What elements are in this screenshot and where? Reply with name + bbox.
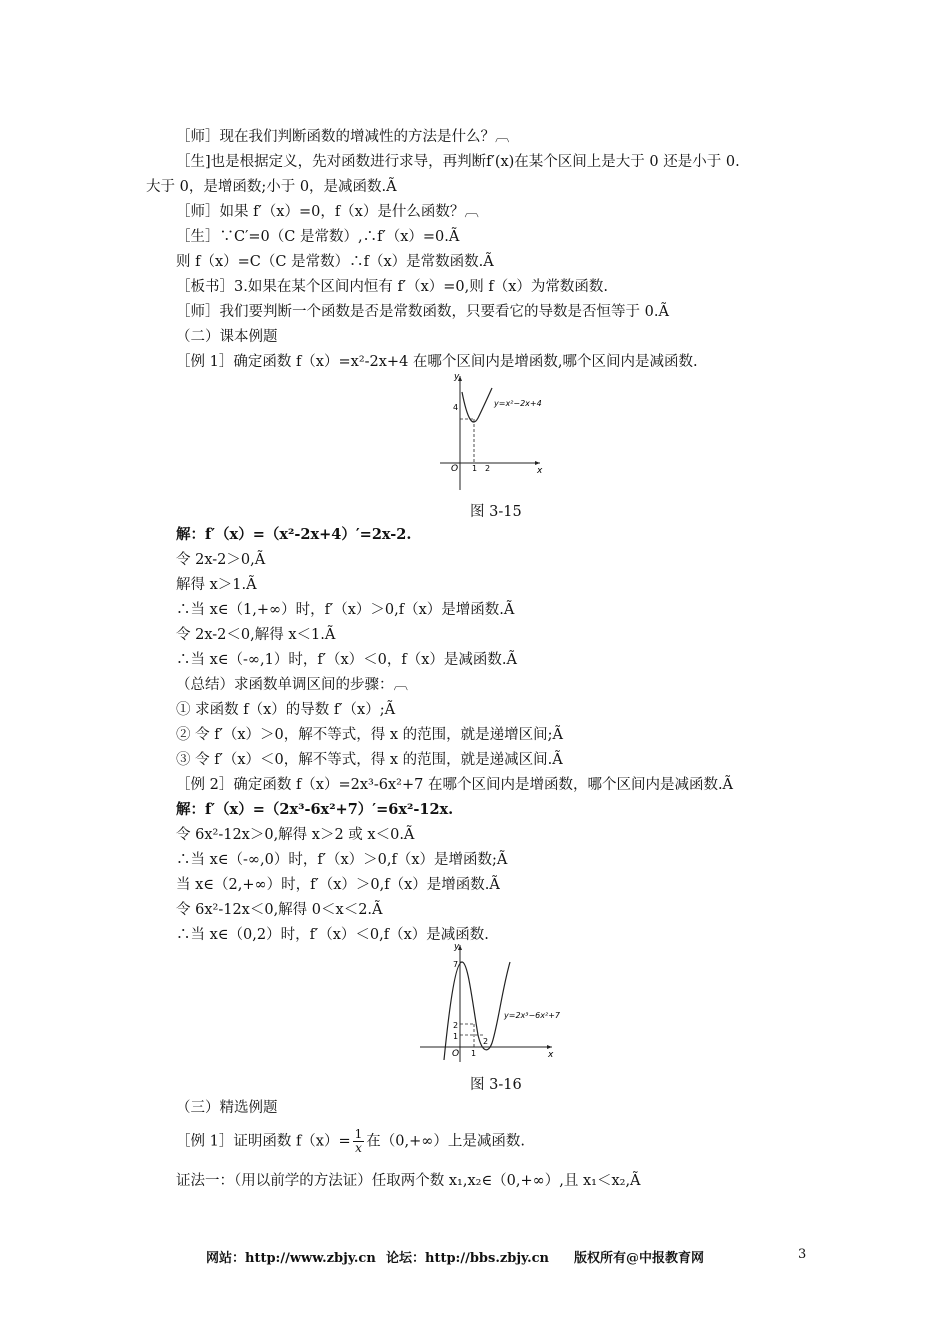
- solution-line: 解：f′（x）=（2x³-6x²+7）′=6x²-12x.: [176, 801, 454, 818]
- tick-label: 2: [453, 1021, 459, 1030]
- text-line: 令 6x²-12x＞0,解得 x＞2 或 x＜0.Ã: [176, 827, 415, 843]
- tick-label: 2: [485, 464, 491, 473]
- x-axis-label: x: [548, 1050, 554, 1060]
- y-axis-label: y: [454, 942, 460, 952]
- text-line: ［师］如果 f′（x）=0，f（x）是什么函数？︹: [176, 204, 479, 220]
- text-line: ［例 2］确定函数 f（x）=2x³-6x²+7 在哪个区间内是增函数，哪个区间内是减函数.Ã: [176, 777, 734, 793]
- footer-forum: 论坛：http://bbs.zbjy.cn: [386, 1251, 550, 1266]
- figure-caption: 图 3-15: [470, 504, 522, 520]
- example-line: [176, 1128, 525, 1155]
- text-line: ［板书］3.如果在某个区间内恒有 f′（x）=0,则 f（x）为常数函数.: [176, 279, 609, 295]
- text-line: 令 6x²-12x＜0,解得 0＜x＜2.Ã: [176, 902, 383, 918]
- function-label: y=2x³−6x²+7: [504, 1011, 560, 1020]
- tick-label: 1: [472, 464, 478, 473]
- tick-label: 7: [453, 960, 459, 969]
- example-text-end: 在（0,+∞）上是减函数.: [366, 1133, 525, 1150]
- text-line: 当 x∈（2,+∞）时，f′（x）＞0,f（x）是增函数.Ã: [176, 877, 500, 893]
- text-line: ∴当 x∈（-∞,0）时，f′（x）＞0,f（x）是增函数;Ã: [176, 852, 508, 868]
- origin-label: O: [452, 1049, 460, 1059]
- text-line: （总结）求函数单调区间的步骤：︹: [176, 677, 408, 693]
- figure-3-16-graph: [418, 940, 573, 1065]
- x-axis-label: x: [537, 466, 543, 476]
- tick-label: 1: [471, 1049, 477, 1058]
- text-line: ∴当 x∈（-∞,1）时，f′（x）＜0，f（x）是减函数.Ã: [176, 652, 518, 668]
- text-line: 令 2x-2＞0,Ã: [176, 552, 266, 568]
- footer-copyright: 版权所有@中报教育网: [574, 1251, 705, 1266]
- example-text-start: ［例 1］证明函数 f（x）=: [176, 1133, 351, 1150]
- footer-website: 网站：http://www.zbjy.cn: [206, 1251, 376, 1266]
- tick-label: 2: [483, 1037, 489, 1046]
- text-line: ［师］我们要判断一个函数是否是常数函数，只要看它的导数是否恒等于 0.Ã: [176, 304, 669, 320]
- y-axis-label: y: [454, 372, 460, 382]
- text-line: ［生]也是根据定义，先对函数进行求导，再判断f′(x)在某个区间上是大于 0 还是小于 0.: [176, 154, 740, 170]
- section-heading: （二）课本例题: [176, 329, 278, 345]
- fraction-numerator: 1: [354, 1127, 363, 1141]
- text-line: ［例 1］确定函数 f（x）=x²-2x+4 在哪个区间内是增函数,哪个区间内是减函数.: [176, 354, 698, 370]
- figure-caption: 图 3-16: [470, 1077, 522, 1093]
- fraction-denominator: x: [355, 1141, 362, 1155]
- text-line: ∴当 x∈（0,2）时，f′（x）＜0,f（x）是减函数.: [176, 927, 489, 943]
- section-heading: （三）精选例题: [176, 1100, 278, 1116]
- function-label: y=x²−2x+4: [494, 399, 542, 408]
- text-line: ∴当 x∈（1,+∞）时，f′（x）＞0,f（x）是增函数.Ã: [176, 602, 515, 618]
- figure-3-15-graph: [436, 370, 546, 495]
- text-line: ③ 令 f′（x）＜0，解不等式，得 x 的范围，就是递减区间.Ã: [176, 752, 563, 768]
- text-line: 则 f（x）=C（C 是常数）∴f（x）是常数函数.Ã: [176, 254, 494, 270]
- solution-line: 解：f′（x）=（x²-2x+4）′=2x-2.: [176, 526, 412, 543]
- page-number: 3: [798, 1247, 807, 1262]
- tick-label: 1: [453, 1032, 459, 1041]
- origin-label: O: [451, 464, 459, 474]
- text-line: 解得 x＞1.Ã: [176, 577, 257, 593]
- text-line: 大于 0，是增函数;小于 0，是减函数.Ã: [146, 179, 397, 195]
- text-line: ［师］现在我们判断函数的增减性的方法是什么？︹: [176, 129, 510, 145]
- tick-label: 4: [453, 403, 459, 412]
- text-line: 令 2x-2＜0,解得 x＜1.Ã: [176, 627, 336, 643]
- text-line: ① 求函数 f（x）的导数 f′（x）;Ã: [176, 702, 396, 718]
- text-line: ［生］∵C′=0（C 是常数）,∴f′（x）=0.Ã: [176, 229, 460, 245]
- text-line: ② 令 f′（x）＞0，解不等式，得 x 的范围，就是递增区间;Ã: [176, 727, 564, 743]
- text-line: 证法一：（用以前学的方法证）任取两个数 x₁,x₂∈（0,+∞）,且 x₁＜x₂,Ã: [176, 1173, 641, 1189]
- fraction: [353, 1128, 365, 1155]
